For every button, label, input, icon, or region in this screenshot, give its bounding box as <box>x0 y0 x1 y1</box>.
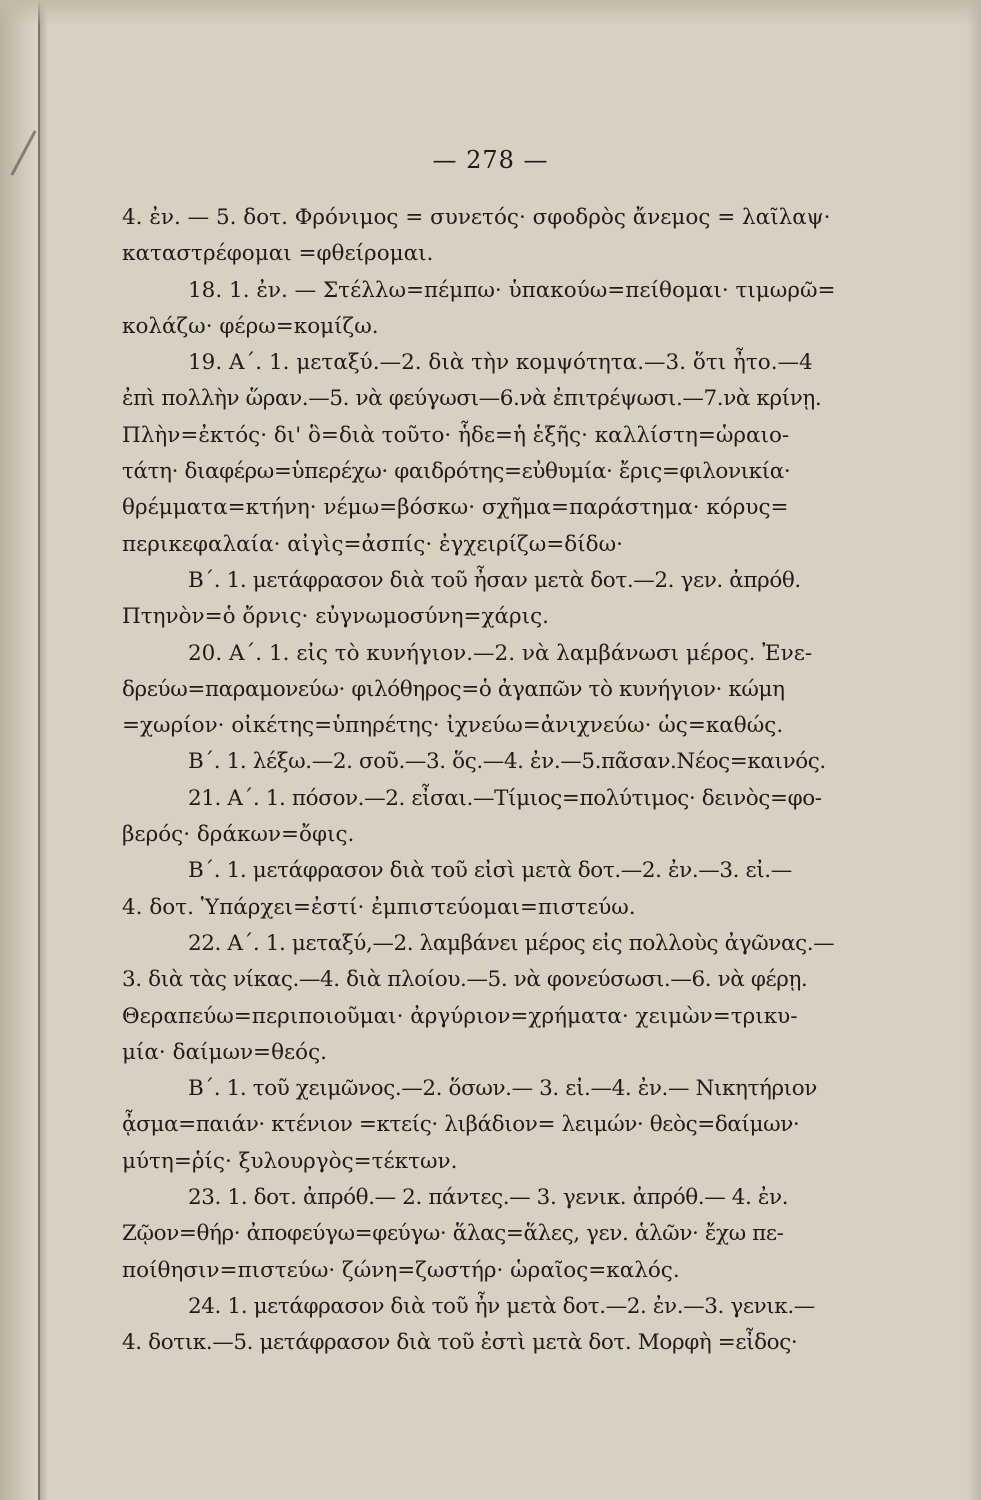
text-line: καταστρέφομαι =φθείρομαι. <box>122 241 434 267</box>
text-line: 4. ἐν. — 5. δοτ. Φρόνιμος = συνετός· σφοδρὸς ἄνεμος = λαῖλαψ· <box>122 205 831 230</box>
text-line: Πλὴν=ἐκτός· δι' ὃ=διὰ τοῦτο· ἧδε=ἡ ἑξῆς· καλλίστη=ὡραιο- <box>122 422 790 448</box>
text-line: περικεφαλαία· αἰγὶς=ἀσπίς· ἐγχειρίζω=δίδω· <box>122 531 623 557</box>
text-line: 4. δοτ. Ὑπάρχει=ἐστί· ἐμπιστεύομαι=πιστεύω. <box>122 894 636 920</box>
text-line: ᾆσμα=παιάν· κτένιον =κτείς· λιβάδιον= λειμών· θεὸς=δαίμων· <box>122 1112 800 1138</box>
text-line: 22. Α΄. 1. μεταξύ,—2. λαμβάνει μέρος εἰς πολλοὺς ἀγῶνας.— <box>188 930 835 956</box>
page-right-edge <box>967 0 981 1500</box>
text-line: Β΄. 1. λέξω.—2. σοῦ.—3. ὅς.—4. ἐν.—5.πᾶσαν.Νέος=καινός. <box>188 749 826 775</box>
text-line: θρέμματα=κτήνη· νέμω=βόσκω· σχῆμα=παράστημα· κόρυς= <box>122 495 789 521</box>
text-line: δρεύω=παραμονεύω· φιλόθηρος=ὁ ἀγαπῶν τὸ κυνήγιον· κώμη <box>122 676 785 702</box>
page-top-edge <box>0 0 981 26</box>
text-line: Β΄. 1. μετάφρασον διὰ τοῦ εἰσὶ μετὰ δοτ.—2. ἐν.—3. εἰ.— <box>188 858 792 884</box>
text-line: Πτηνὸν=ὁ ὄρνις· εὐγνωμοσύνη=χάρις. <box>122 604 549 630</box>
text-line: μύτη=ῥίς· ξυλουργὸς=τέκτων. <box>122 1148 458 1174</box>
book-gutter <box>0 0 40 1500</box>
page-number: — 278 — <box>432 146 549 174</box>
text-line: 21. Α΄. 1. πόσον.—2. εἶσαι.—Τίμιος=πολύτιμος· δεινὸς=φο- <box>188 785 822 811</box>
text-line: Β΄. 1. μετάφρασον διὰ τοῦ ἦσαν μετὰ δοτ.—2. γεν. ἀπρόθ. <box>188 567 801 593</box>
text-line: Θεραπεύω=περιποιοῦμαι· ἀργύριον=χρήματα· χειμὼν=τρικυ- <box>122 1003 798 1029</box>
text-line: 23. 1. δοτ. ἀπρόθ.— 2. πάντες.— 3. γενικ. ἀπρόθ.— 4. ἐν. <box>188 1185 789 1211</box>
text-line: 20. Α΄. 1. εἰς τὸ κυνήγιον.—2. νὰ λαμβάνωσι μέρος. Ἐνε- <box>188 640 813 666</box>
text-line: ποίθησιν=πιστεύω· ζώνη=ζωστήρ· ὡραῖος=καλός. <box>122 1257 680 1283</box>
text-line: Β΄. 1. τοῦ χειμῶνος.—2. ὅσων.— 3. εἰ.—4. ἐν.— Νικητήριον <box>188 1076 817 1102</box>
page-body-text <box>122 200 878 1362</box>
text-line: βερός· δράκων=ὄφις. <box>122 822 355 848</box>
text-line: 18. 1. ἐν. — Στέλλω=πέμπω· ὑπακούω=πείθομαι· τιμωρῶ= <box>188 277 836 303</box>
text-line: μία· δαίμων=θεός. <box>122 1039 327 1065</box>
text-line: 19. Α΄. 1. μεταξύ.—2. διὰ τὴν κομψότητα.—3. ὅτι ἦτο.—4 <box>188 350 813 376</box>
text-line: κολάζω· φέρω=κομίζω. <box>122 313 379 339</box>
text-line: ἐπὶ πολλὴν ὥραν.—5. νὰ φεύγωσι—6.νὰ ἐπιτρέψωσι.—7.νὰ κρίνῃ. <box>122 386 822 412</box>
text-line: τάτη· διαφέρω=ὑπερέχω· φαιδρότης=εὐθυμία· ἔρις=φιλονικία· <box>122 459 791 485</box>
gutter-shadow <box>38 0 48 1500</box>
text-line: 4. δοτικ.—5. μετάφρασον διὰ τοῦ ἐστὶ μετὰ δοτ. Μορφὴ =εἶδος· <box>122 1330 798 1356</box>
text-line: =χωρίον· οἰκέτης=ὑπηρέτης· ἰχνεύω=ἀνιχνεύω· ὡς=καθώς. <box>122 713 784 739</box>
text-line: Ζῷον=θήρ· ἀποφεύγω=φεύγω· ἅλας=ἅλες, γεν. ἁλῶν· ἔχω πε- <box>122 1221 784 1247</box>
text-line: 3. διὰ τὰς νίκας.—4. διὰ πλοίου.—5. νὰ φονεύσωσι.—6. νὰ φέρῃ. <box>122 967 808 993</box>
text-line: 24. 1. μετάφρασον διὰ τοῦ ἦν μετὰ δοτ.—2. ἐν.—3. γενικ.— <box>188 1293 815 1319</box>
